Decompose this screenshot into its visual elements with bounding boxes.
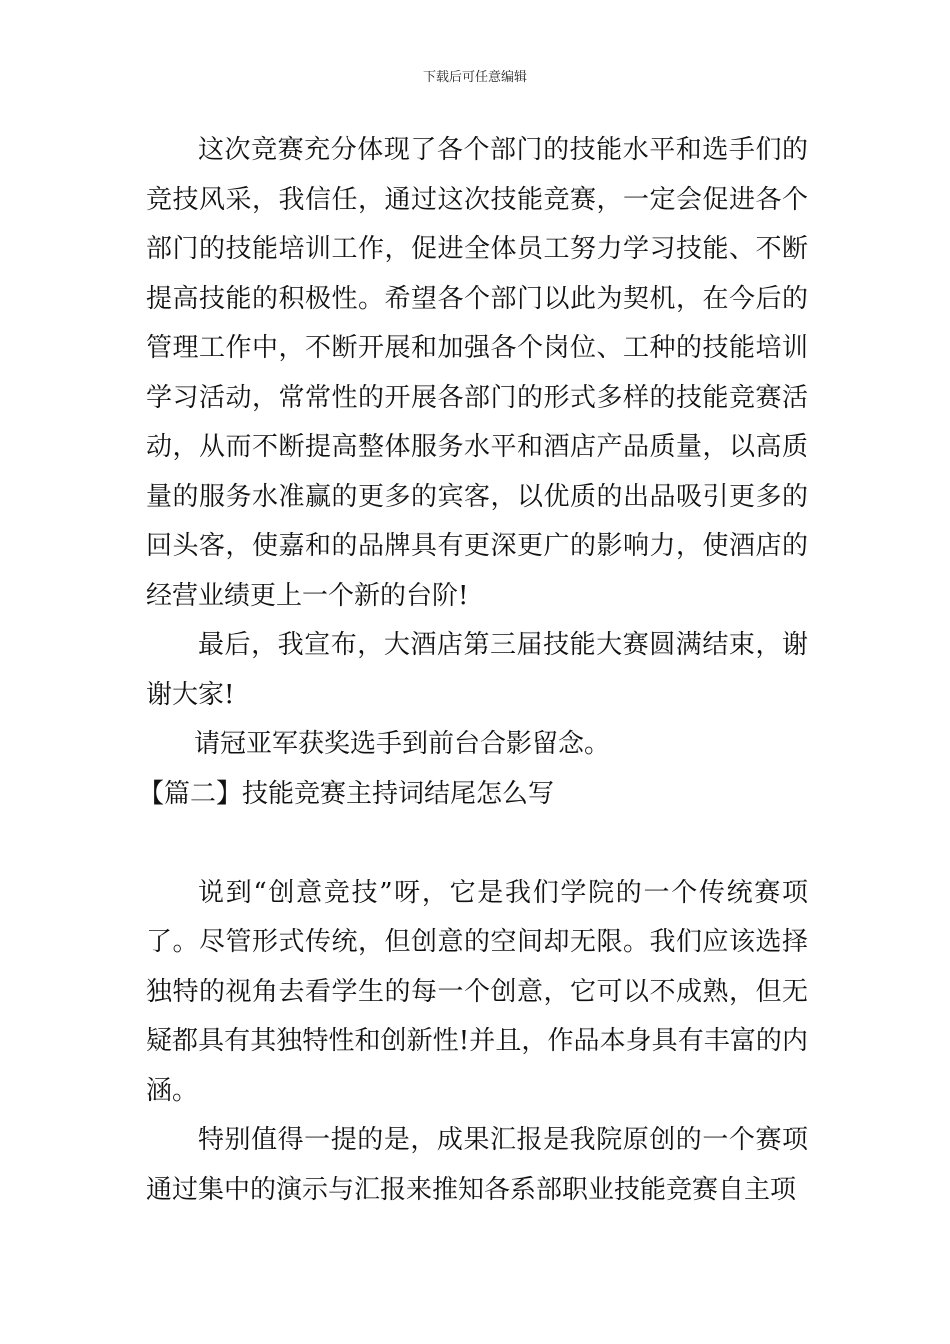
paragraph-2: 最后，我宣布，大酒店第三届技能大赛圆满结束，谢谢大家! <box>146 630 808 710</box>
paragraph-3: 请冠亚军获奖选手到前台合影留念。 <box>194 729 611 759</box>
paragraph-1: 这次竞赛充分体现了各个部门的技能水平和选手们的竞技风采，我信任，通过这次技能竞赛，一定会促进各个部门的技能培训工作，促进全体员工努力学习技能、不断提高技能的积极性。希望各个部门以此为契机，在今后的管理工作中，不断开展和加强各个岗位、工种的技能培训学习活动，常常性的开展各部门的形式多样的技能竞赛活动，从而不断提高整体服务水平和酒店产品质量，以高质量的服务水准赢的更多的宾客，以优质的出品吸引更多的回头客，使嘉和的品牌具有更深更广的影响力，使酒店的经营业绩更上一个新的台阶! <box>146 135 808 611</box>
paragraph-4: 说到“创意竞技”呀，它是我们学院的一个传统赛项了。尽管形式传统，但创意的空间却无限。我们应该选择独特的视角去看学生的每一个创意，它可以不成熟，但无疑都具有其独特性和创新性!并且，作品本身具有丰富的内涵。 <box>146 877 808 1106</box>
page-header-note: 下载后可任意编辑 <box>422 70 527 85</box>
section-heading: 【篇二】技能竞赛主持词结尾怎么写 <box>138 778 555 809</box>
document-body <box>138 126 808 1215</box>
blank-gap <box>146 819 808 869</box>
paragraph-5: 特别值得一提的是，成果汇报是我院原创的一个赛项通过集中的演示与汇报来推知各系部职业技能竞赛自主项 <box>146 1125 808 1205</box>
